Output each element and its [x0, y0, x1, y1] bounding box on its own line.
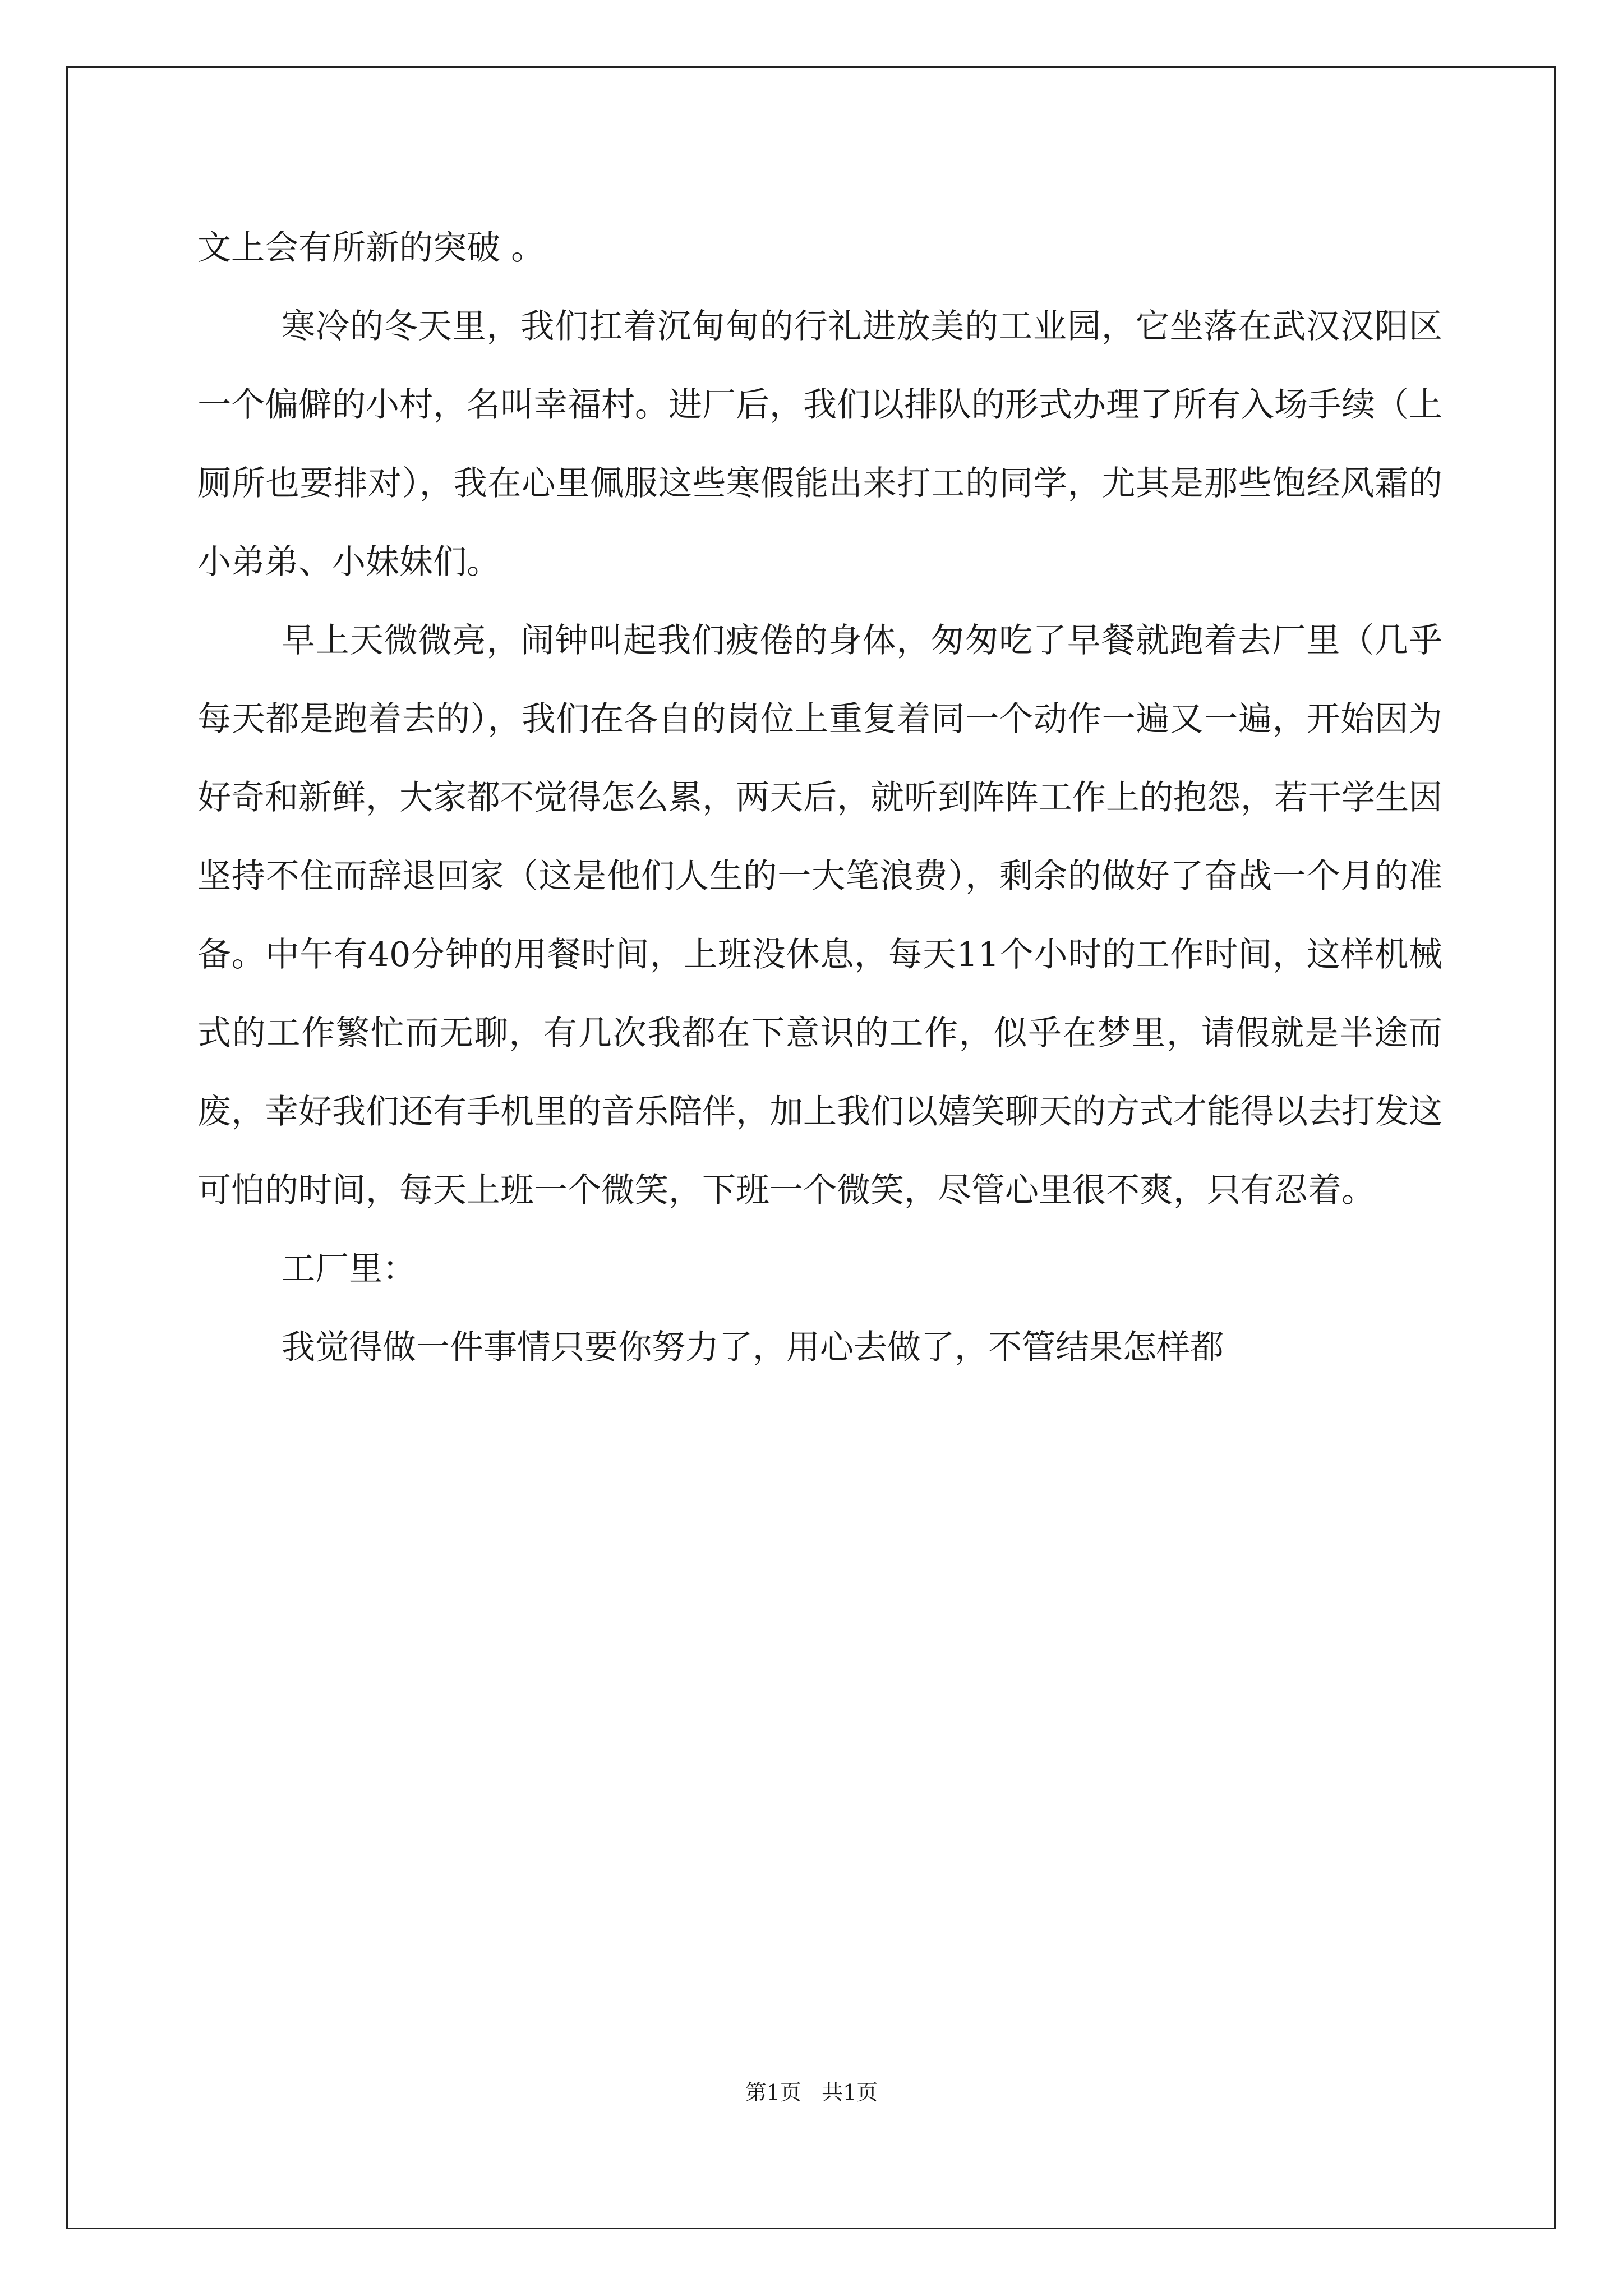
page-footer — [0, 2078, 1623, 2106]
paragraph-2: 寒冷的冬天里，我们扛着沉甸甸的行礼进放美的工业园，它坐落在武汉汉阳区一个偏僻的小村，名叫幸福村。进厂后，我们以排队的形式办理了所有入场手续（上厕所也要排对），我在心里佩服这些寒假能出来打工的同学，尤其是那些饱经风霜的小弟弟、小妹妹们。 — [197, 307, 1442, 582]
page-number-label: 第1页 — [745, 2080, 801, 2105]
paragraph-1: 文上会有所新的突破 。 — [197, 228, 545, 268]
paragraph-5: 我觉得做一件事情只要你努力了，用心去做了，不管结果怎样都 — [282, 1328, 1224, 1367]
paragraph-4-heading: 工厂里： — [282, 1249, 416, 1289]
page-total-label: 共1页 — [822, 2080, 878, 2105]
document-body — [197, 209, 1442, 1387]
paragraph-3: 早上天微微亮，闹钟叫起我们疲倦的身体，匆匆吃了早餐就跑着去厂里（几乎每天都是跑着去的），我们在各自的岗位上重复着同一个动作一遍又一遍，开始因为好奇和新鲜，大家都不觉得怎么累，两天后，就听到阵阵工作上的抱怨，若干学生因坚持不住而辞退回家（这是他们人生的一大笔浪费），剩余的做好了奋战一个月的准备。中午有40分钟的用餐时间，上班没休息，每天11个小时的工作时间，这样机械式的工作繁忙而无聊，有几次我都在下意识的工作，似乎在梦里，请假就是半途而废，幸好我们还有手机里的音乐陪伴，加上我们以嬉笑聊天的方式才能得以去打发这可怕的时间，每天上班一个微笑，下班一个微笑，尽管心里很不爽，只有忍着。 — [197, 621, 1442, 1210]
